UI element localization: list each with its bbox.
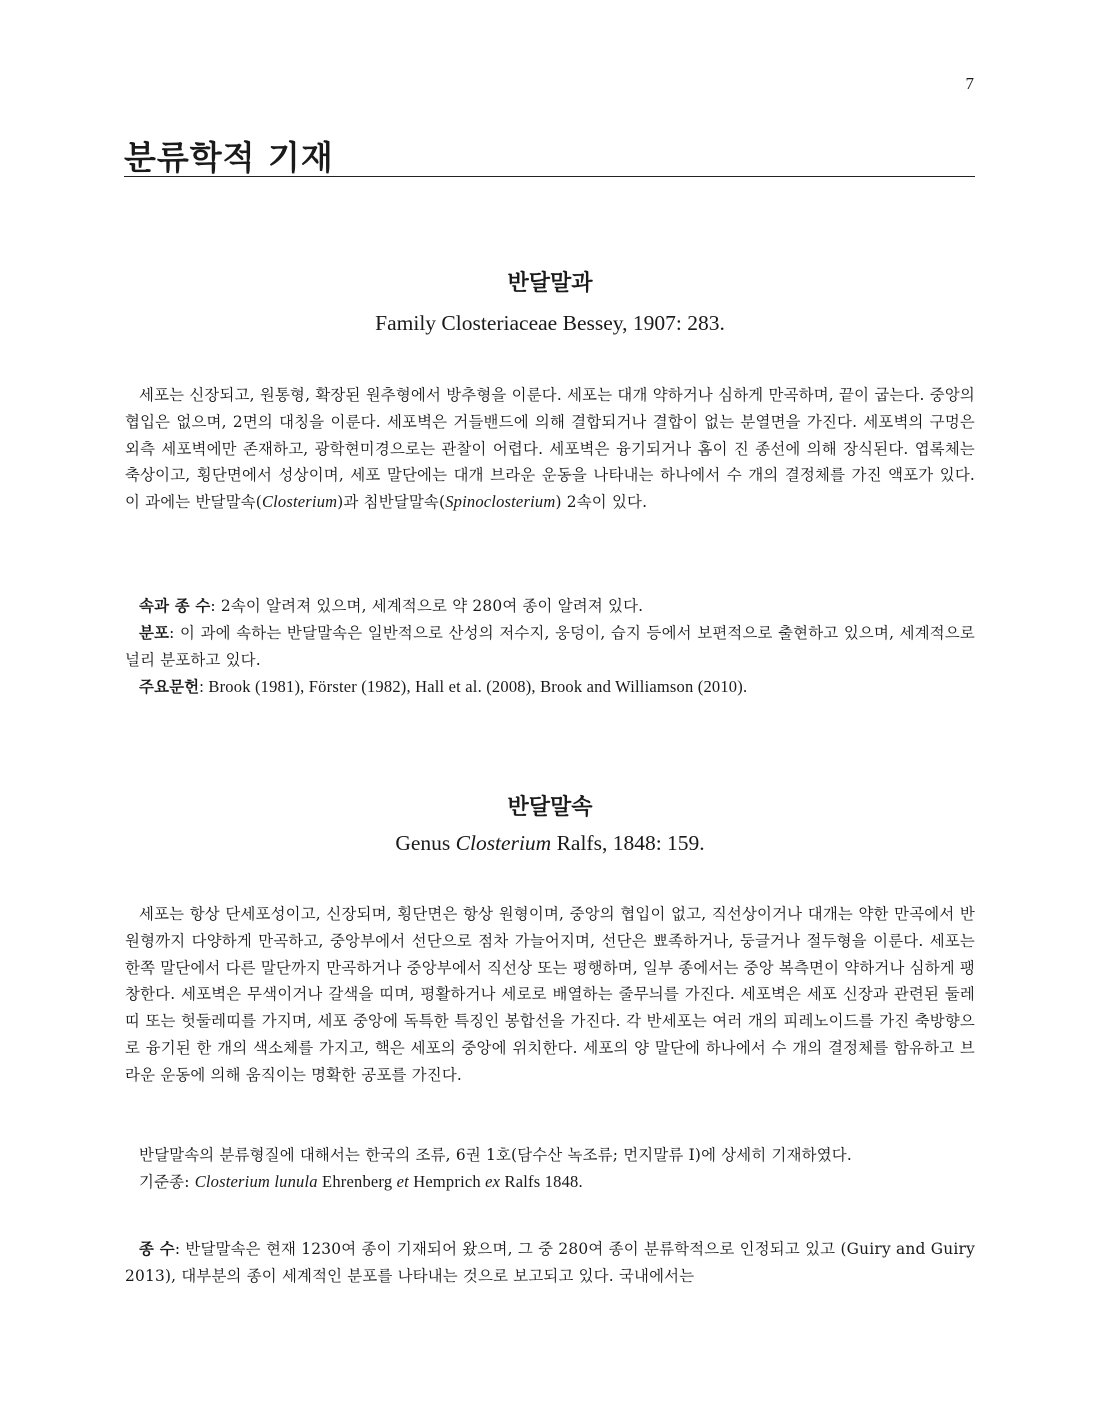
family-description-text: 세포는 신장되고, 원통형, 확장된 원추형에서 방추형을 이룬다. 세포는 대개 약하거나 심하게 만곡하며, 끝이 굽는다. 중앙의 협입은 없으며, 2면의 대칭을 이룬다. 세포벽은 거들밴드에 의해 결합되거나 결합이 없는 분열면을 가진다. 세포벽의 구멍은 외측 세포벽에만 존재하고, 광학현미경으로는 관찰이 어렵다. 세포벽은 융기되거나 홈이 진 종선에 의해 장식된다. 엽록체는 축상이고, 횡단면에서 성상이며, 세포 말단에는 대개 브라운 운동을 나타내는 하나에서 수 개의 결정체를 가진 액포가 있다. 이 과에는 반달말속(	[125, 386, 975, 512]
type-label: 기준종:	[139, 1173, 195, 1191]
genus-subtitle-suffix: Ralfs, 1848: 159.	[551, 831, 705, 855]
type-author-1: Ehrenberg	[317, 1172, 397, 1191]
genus-spinoclosterium: Spinoclosterium	[445, 492, 556, 512]
family-distribution-text: : 이 과에 속하는 반달말속은 일반적으로 산성의 저수지, 웅덩이, 습지 등에서 보편적으로 출현하고 있으며, 세계적으로 널리 분포하고 있다.	[125, 624, 975, 669]
family-distribution	[125, 620, 975, 674]
family-distribution-label: 분포	[139, 624, 170, 642]
type-author-3: Ralfs 1848.	[500, 1172, 583, 1191]
family-count-text: : 2속이 알려져 있으며, 세계적으로 약 280여 종이 알려져 있다.	[210, 597, 644, 615]
family-references-text: : Brook (1981), Förster (1982), Hall et al. (2008), Brook and Williamson (2010).	[199, 677, 748, 696]
family-count-label: 속과 종 수	[139, 597, 211, 615]
family-description-mid: )과 침반달말속(	[337, 493, 446, 512]
family-description	[125, 382, 975, 516]
type-ex: ex	[485, 1172, 501, 1191]
type-et: et	[396, 1172, 409, 1191]
genus-title: 반달말속	[507, 795, 593, 820]
genus-subtitle-prefix: Genus	[395, 831, 456, 855]
type-author-2: Hemprich	[408, 1172, 486, 1191]
family-title: 반달말과	[507, 271, 593, 296]
page-number: 7	[965, 74, 974, 93]
genus-closterium: Closterium	[261, 492, 338, 512]
family-count	[125, 593, 975, 620]
genus-type-species	[125, 1169, 975, 1196]
family-references-label: 주요문헌	[139, 678, 200, 696]
chapter-title: 분류학적 기재	[124, 138, 334, 177]
type-species-name: Closterium lunula	[194, 1172, 318, 1191]
genus-subtitle	[125, 831, 975, 856]
family-subtitle: Family Closteriaceae Bessey, 1907: 283.	[375, 311, 725, 335]
family-description-end: ) 2속이 있다.	[555, 493, 648, 512]
genus-subtitle-italic: Closterium	[455, 831, 552, 855]
genus-description: 세포는 항상 단세포성이고, 신장되며, 횡단면은 항상 원형이며, 중앙의 협입이 없고, 직선상이거나 대개는 약한 만곡에서 반원형까지 다양하게 만곡하고, 중앙부에서 선단으로 점차 가늘어지며, 선단은 뾰족하거나, 둥글거나 절두형을 이룬다. 세포는 한쪽 말단에서 다른 말단까지 만곡하거나 중앙부에서 직선상 또는 평행하며, 일부 종에서는 중앙 복측면이 약하거나 심하게 팽창한다. 세포벽은 무색이거나 갈색을 띠며, 평활하거나 세로로 배열하는 줄무늬를 가진다. 세포벽은 세포 신장과 관련된 둘레띠 또는 헛둘레띠를 가지며, 세포 중앙에 독특한 특징인 봉합선을 가진다. 각 반세포는 여러 개의 피레노이드를 가진 축방향으로 융기된 한 개의 색소체를 가지고, 핵은 세포의 중앙에 위치한다. 세포의 양 말단에 하나에서 수 개의 결정체를 함유하고 브라운 운동에 의해 움직이는 명확한 공포를 가진다.	[125, 905, 975, 1084]
genus-species-label: 종 수	[139, 1240, 175, 1258]
genus-species-text: : 반달말속은 현재 1230여 종이 기재되어 왔으며, 그 중 280여 종이 분류학적으로 인정되고 있고 (Guiry and Guiry 2013), 대부분의 종이 세계적인 분포를 나타내는 것으로 보고되고 있다. 국내에서는	[125, 1240, 975, 1285]
genus-species-count	[125, 1236, 975, 1290]
chapter-title-rule	[124, 176, 975, 177]
genus-taxonomy-note: 반달말속의 분류형질에 대해서는 한국의 조류, 6권 1호(담수산 녹조류; 먼지말류 I)에 상세히 기재하였다.	[139, 1146, 852, 1164]
family-references	[125, 674, 975, 701]
